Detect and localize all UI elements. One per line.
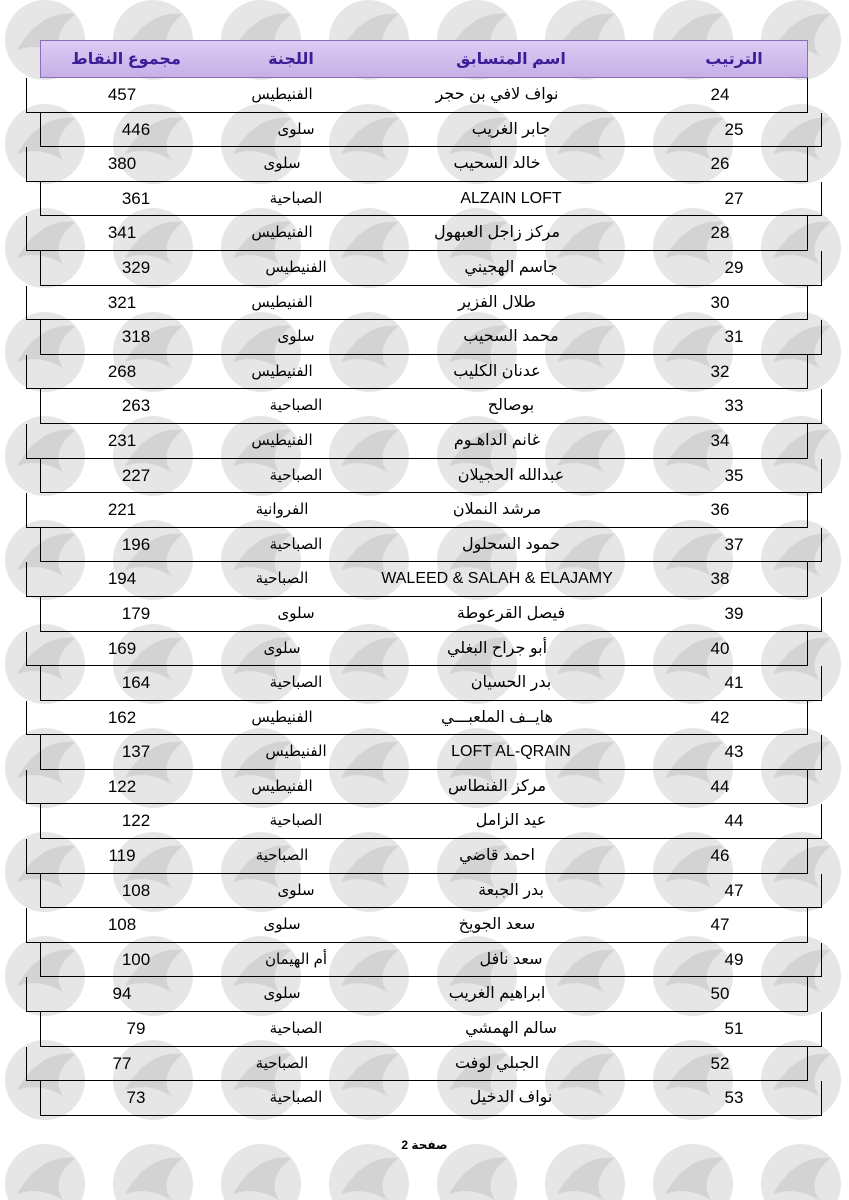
rank-cell: 31 [724, 327, 744, 347]
name-cell: احمد قاضي [459, 847, 535, 865]
name-cell: بدر الجبعة [478, 881, 544, 899]
name-cell: LOFT AL-QRAIN [451, 743, 571, 761]
table-row [40, 666, 822, 701]
name-cell: جاسم الهجيني [464, 258, 558, 276]
rank-cell: 41 [724, 673, 744, 693]
header-rank: الترتيب [705, 51, 763, 68]
rank-cell: 53 [724, 1088, 744, 1108]
club-cell: الصباحية [269, 466, 323, 484]
rank-cell: 49 [724, 949, 744, 969]
name-cell: طلال الفزير [458, 293, 536, 311]
table-row [40, 1012, 822, 1047]
rank-cell: 33 [724, 396, 744, 416]
name-cell: عيد الزامل [475, 812, 547, 830]
table-row [26, 355, 808, 390]
club-cell: الفنيطيس [251, 777, 313, 795]
name-cell: غانم الداهـوم [453, 431, 541, 449]
points-cell: 179 [121, 603, 151, 623]
points-cell: 341 [107, 223, 137, 243]
header-points: مجموع النقاط [71, 51, 181, 68]
table-row [26, 216, 808, 251]
club-cell: سلوى [277, 120, 315, 138]
points-cell: 318 [121, 327, 151, 347]
table-header [40, 40, 808, 78]
club-cell: الفنيطيس [251, 224, 313, 242]
club-cell: أم الهيمان [264, 950, 328, 968]
table-row [26, 147, 808, 182]
points-cell: 162 [107, 707, 137, 727]
points-cell: 108 [107, 915, 137, 935]
table-row [26, 701, 808, 736]
points-cell: 169 [107, 638, 137, 658]
points-cell: 221 [107, 500, 137, 520]
table-row [26, 424, 808, 459]
points-cell: 380 [107, 154, 137, 174]
name-cell: ابراهيم الغريب [448, 985, 546, 1003]
rank-cell: 37 [724, 534, 744, 554]
points-cell: 79 [126, 1019, 146, 1039]
points-cell: 196 [121, 534, 151, 554]
rank-cell: 43 [724, 742, 744, 762]
name-cell: مرشد النملان [452, 501, 542, 519]
club-cell: الصباحية [269, 397, 323, 415]
header-name: اسم المتسابق [456, 51, 566, 68]
points-cell: 321 [107, 292, 137, 312]
rank-cell: 28 [710, 223, 730, 243]
club-cell: سلوى [277, 604, 315, 622]
table-row [26, 286, 808, 321]
rank-cell: 35 [724, 465, 744, 485]
rank-cell: 52 [710, 1053, 730, 1073]
points-cell: 122 [121, 811, 151, 831]
points-cell: 164 [121, 673, 151, 693]
rank-cell: 27 [724, 188, 744, 208]
table-row [40, 874, 822, 909]
points-cell: 94 [112, 984, 132, 1004]
club-cell: سلوى [277, 328, 315, 346]
table-row [26, 908, 808, 943]
club-cell: الصباحية [255, 1054, 309, 1072]
table-row [26, 562, 808, 597]
name-cell: خالد السحيب [453, 155, 541, 173]
club-cell: الفنيطيس [251, 362, 313, 380]
points-cell: 73 [126, 1088, 146, 1108]
name-cell: ALZAIN LOFT [460, 189, 562, 207]
rank-cell: 38 [710, 569, 730, 589]
points-cell: 329 [121, 257, 151, 277]
table-row [40, 735, 822, 770]
table-row [40, 943, 822, 978]
club-cell: سلوى [263, 155, 301, 173]
table-row [26, 78, 808, 113]
club-cell: الصباحية [255, 847, 309, 865]
rank-cell: 44 [710, 776, 730, 796]
rank-cell: 47 [710, 915, 730, 935]
club-cell: الفنيطيس [265, 743, 327, 761]
header-club: اللجنة [268, 51, 314, 68]
rank-cell: 34 [710, 430, 730, 450]
points-cell: 100 [121, 949, 151, 969]
name-cell: الجبلي لوفت [454, 1054, 540, 1072]
points-cell: 108 [121, 880, 151, 900]
table-row [26, 493, 808, 528]
points-cell: 194 [107, 569, 137, 589]
name-cell: نواف الدخيل [469, 1089, 553, 1107]
points-cell: 227 [121, 465, 151, 485]
page-number: صفحة 2 [401, 1138, 448, 1152]
club-cell: الصباحية [269, 1089, 323, 1107]
name-cell: سعد نافل [479, 950, 543, 968]
club-cell: سلوى [263, 639, 301, 657]
name-cell: أبو جراح البغلي [446, 639, 548, 657]
points-cell: 361 [121, 188, 151, 208]
points-cell: 268 [107, 361, 137, 381]
name-cell: عدنان الكليب [453, 362, 541, 380]
club-cell: سلوى [277, 881, 315, 899]
club-cell: الصباحية [255, 570, 309, 588]
name-cell: مركز الفنطاس [447, 777, 547, 795]
club-cell: الصباحية [269, 674, 323, 692]
name-cell: هايــف الملعبـــي [441, 708, 553, 726]
table-row [40, 1081, 822, 1116]
rank-cell: 39 [724, 603, 744, 623]
name-cell: سعد الجويخ [458, 916, 536, 934]
rank-cell: 46 [710, 846, 730, 866]
table-row [40, 251, 822, 286]
rank-cell: 24 [710, 85, 730, 104]
rank-cell: 51 [724, 1019, 744, 1039]
table-row [40, 459, 822, 494]
standings-table [40, 40, 808, 1116]
name-cell: WALEED & SALAH & ELAJAMY [381, 570, 613, 588]
rank-cell: 29 [724, 257, 744, 277]
table-row [40, 320, 822, 355]
name-cell: سالم الهمشي [465, 1020, 557, 1038]
table-row [26, 632, 808, 667]
table-row [40, 113, 822, 148]
club-cell: الفنيطيس [251, 431, 313, 449]
rank-cell: 32 [710, 361, 730, 381]
rank-cell: 25 [724, 119, 744, 139]
table-row [26, 1047, 808, 1082]
points-cell: 446 [121, 119, 151, 139]
points-cell: 122 [107, 776, 137, 796]
name-cell: حمود السحلول [461, 535, 561, 553]
club-cell: سلوى [263, 985, 301, 1003]
club-cell: سلوى [263, 916, 301, 934]
name-cell: محمد السحيب [463, 328, 559, 346]
club-cell: الفنيطيس [251, 293, 313, 311]
name-cell: فيصل القرعوطة [456, 604, 566, 622]
name-cell: بدر الحسيان [470, 674, 552, 692]
table-row [26, 839, 808, 874]
club-cell: الصباحية [269, 535, 323, 553]
points-cell: 119 [108, 846, 136, 866]
name-cell: عبدالله الحجيلان [457, 466, 565, 484]
club-cell: الفنيطيس [251, 708, 313, 726]
points-cell: 263 [121, 396, 151, 416]
table-row [40, 804, 822, 839]
table-body [40, 78, 808, 1116]
name-cell: نواف لافي بن حجر [435, 86, 559, 103]
points-cell: 137 [121, 742, 151, 762]
table-row [40, 528, 822, 563]
rank-cell: 47 [724, 880, 744, 900]
table-row [26, 977, 808, 1012]
table-row [40, 182, 822, 217]
club-cell: الصباحية [269, 1020, 323, 1038]
rank-cell: 50 [710, 984, 730, 1004]
table-row [40, 389, 822, 424]
table-row [40, 597, 822, 632]
club-cell: الفنيطيس [251, 86, 313, 103]
name-cell: جابر الغريب [471, 120, 551, 138]
rank-cell: 36 [710, 500, 730, 520]
table-row [26, 770, 808, 805]
points-cell: 457 [107, 85, 137, 104]
name-cell: بوصالح [487, 397, 535, 415]
club-cell: الصباحية [269, 812, 323, 830]
club-cell: الفنيطيس [265, 258, 327, 276]
club-cell: الصباحية [269, 189, 323, 207]
club-cell: الفروانية [255, 501, 309, 519]
rank-cell: 30 [710, 292, 730, 312]
points-cell: 77 [112, 1053, 132, 1073]
name-cell: مركز زاجل العبهول [433, 224, 561, 242]
rank-cell: 44 [724, 811, 744, 831]
points-cell: 231 [107, 430, 137, 450]
rank-cell: 40 [710, 638, 730, 658]
rank-cell: 26 [710, 154, 730, 174]
rank-cell: 42 [710, 707, 730, 727]
